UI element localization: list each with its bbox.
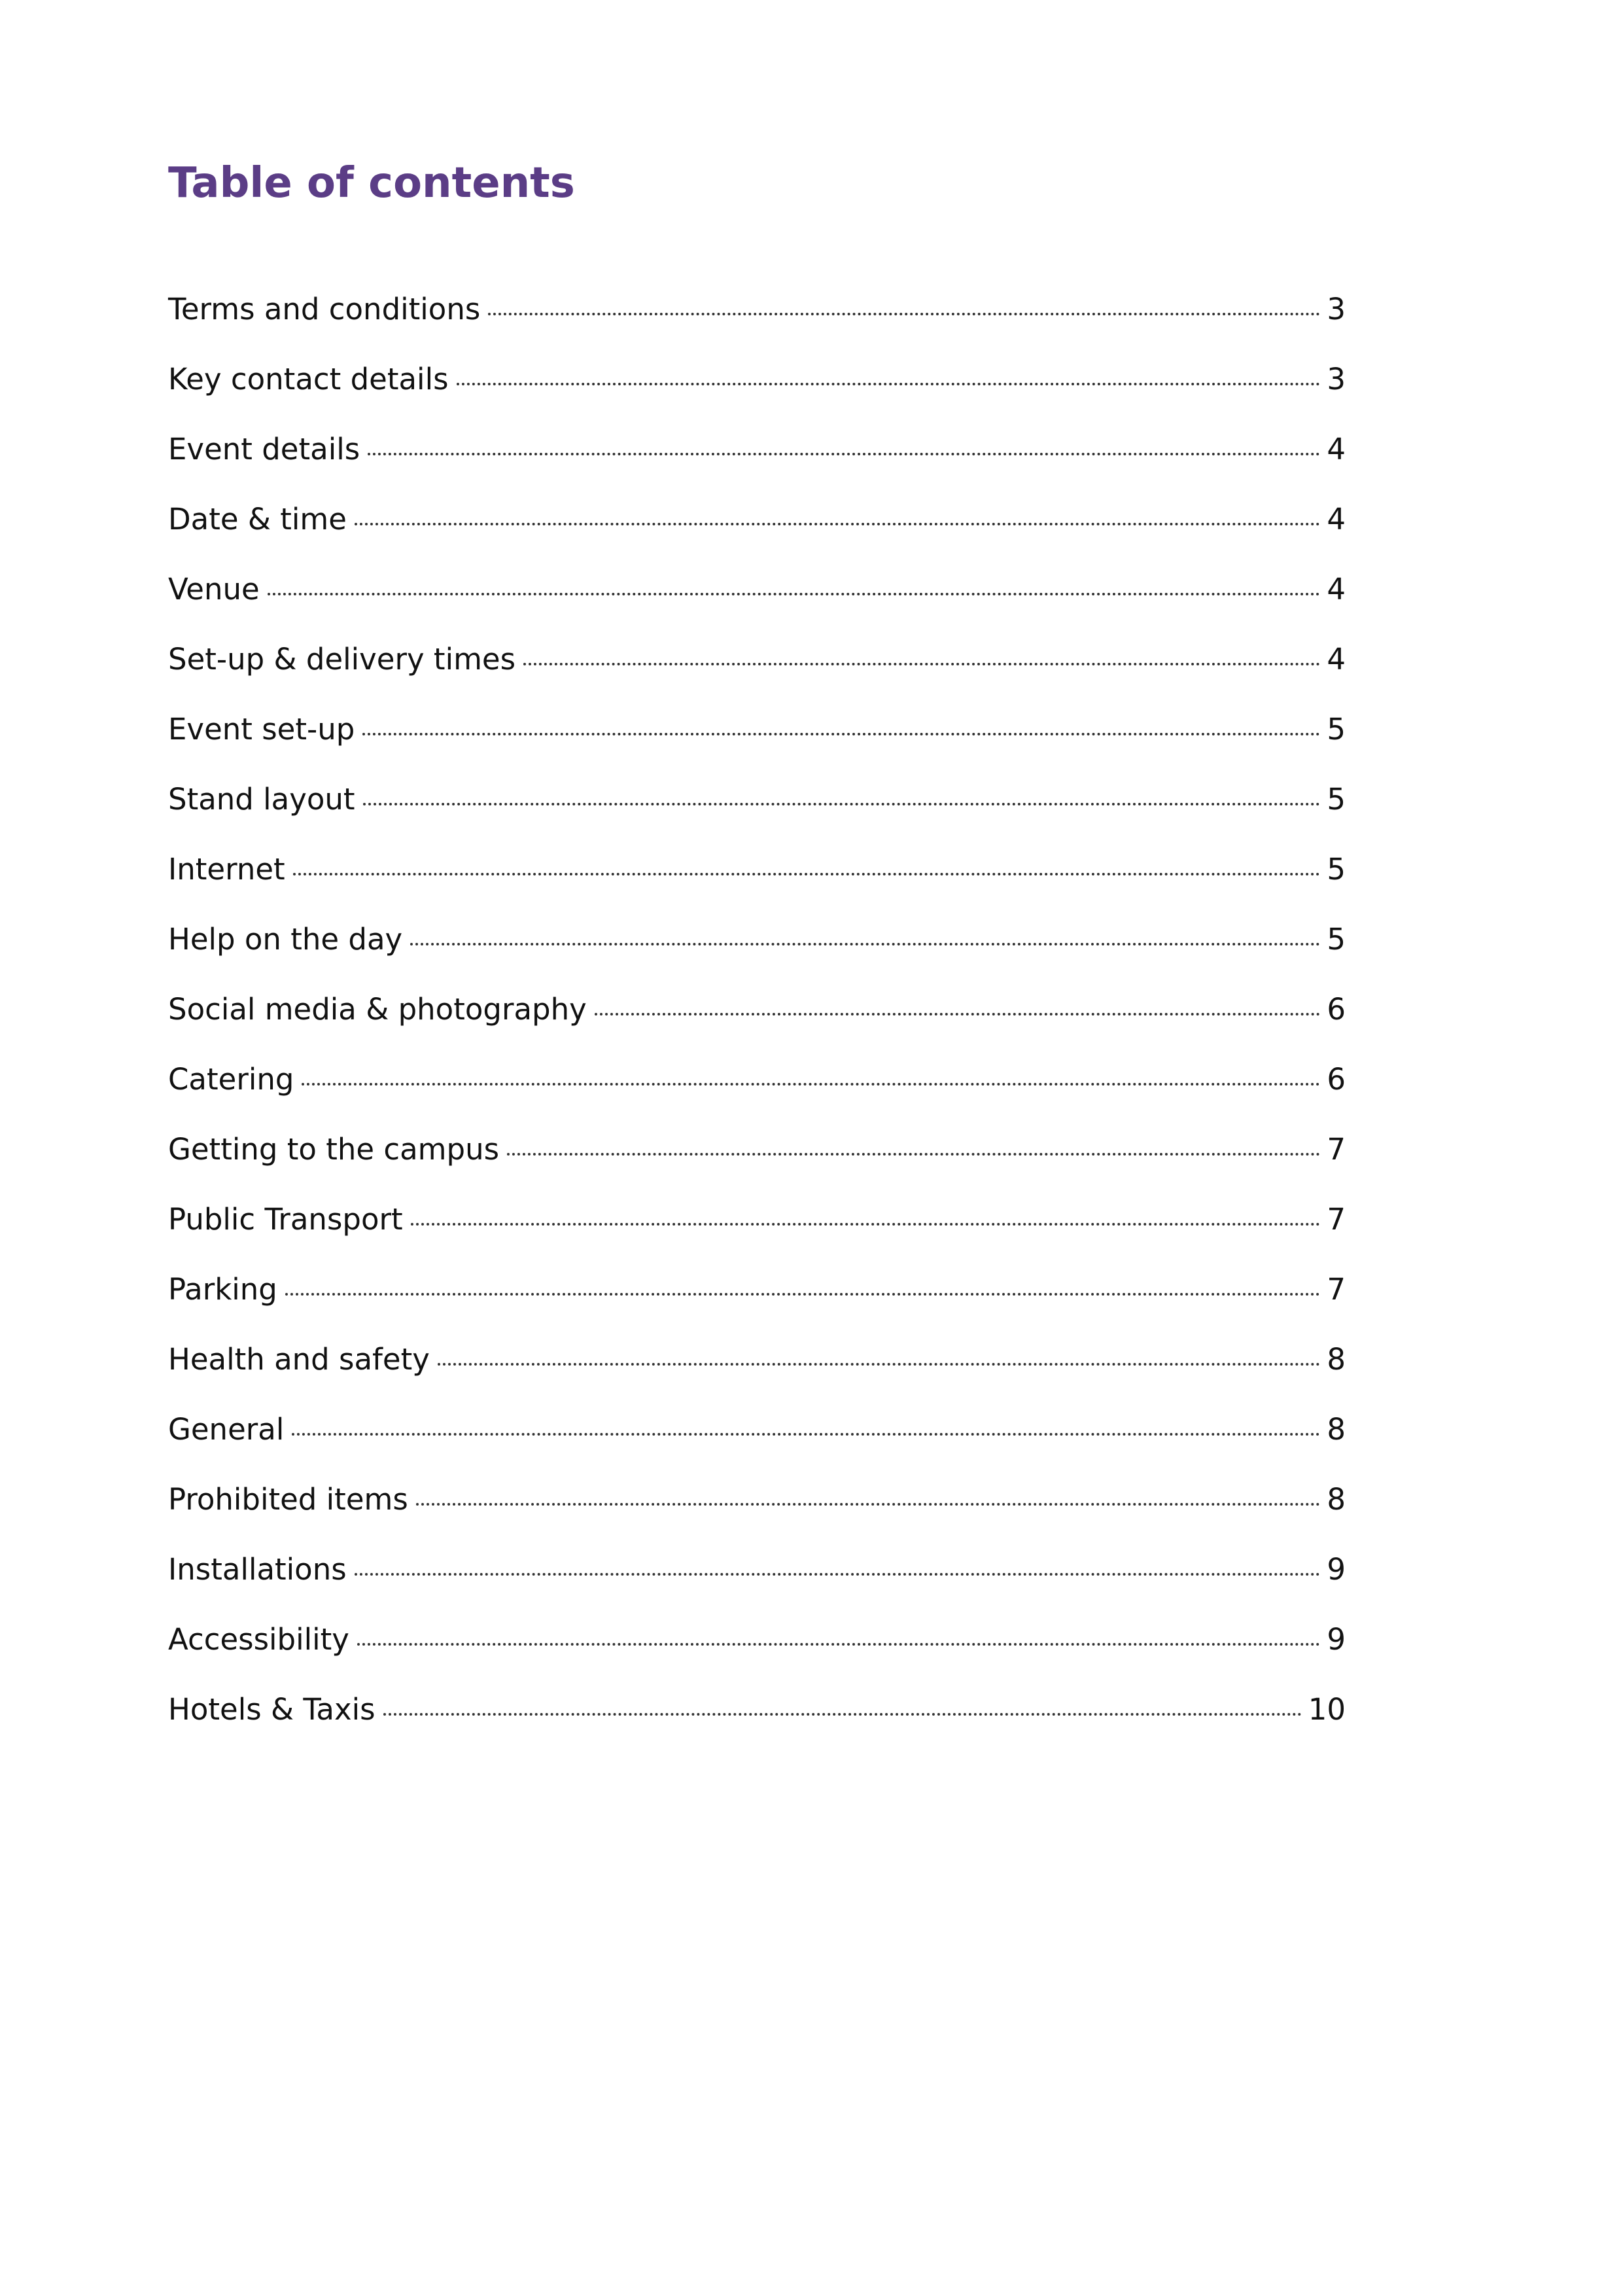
toc-entry-label: Getting to the campus (168, 1132, 500, 1167)
toc-dot-leader (410, 943, 1320, 945)
toc-entry[interactable] (168, 1622, 1346, 1692)
toc-entry-page: 3 (1327, 362, 1346, 397)
toc-entry-page: 4 (1327, 502, 1346, 537)
toc-entry-page: 8 (1327, 1342, 1346, 1377)
toc-entry[interactable] (168, 1692, 1346, 1762)
toc-entry[interactable] (168, 1482, 1346, 1552)
toc-entry-label: Key contact details (168, 362, 449, 397)
toc-entry[interactable] (168, 712, 1346, 782)
toc-entry-label: Catering (168, 1062, 294, 1097)
toc-entry-label: General (168, 1412, 285, 1447)
toc-entry-page: 8 (1327, 1412, 1346, 1447)
toc-entry[interactable] (168, 1062, 1346, 1132)
toc-entry[interactable] (168, 1272, 1346, 1342)
toc-dot-leader (355, 1573, 1321, 1576)
toc-dot-leader (285, 1293, 1321, 1296)
toc-entry-label: Prohibited items (168, 1482, 408, 1517)
toc-entry-page: 7 (1327, 1202, 1346, 1237)
toc-entry-label: Help on the day (168, 922, 403, 957)
toc-dot-leader (595, 1013, 1321, 1016)
toc-entry-label: Hotels & Taxis (168, 1692, 375, 1727)
toc-entry[interactable] (168, 432, 1346, 502)
toc-entry-page: 8 (1327, 1482, 1346, 1517)
toc-entry-page: 5 (1327, 922, 1346, 957)
toc-entry[interactable] (168, 852, 1346, 922)
toc-entry-page: 7 (1327, 1272, 1346, 1307)
toc-entry[interactable] (168, 992, 1346, 1062)
toc-entry-label: Parking (168, 1272, 277, 1307)
toc-dot-leader (507, 1153, 1320, 1156)
toc-dot-leader (368, 453, 1320, 455)
toc-dot-leader (457, 383, 1321, 385)
toc-dot-leader (363, 803, 1321, 805)
toc-dot-leader (523, 663, 1320, 665)
toc-entry[interactable] (168, 922, 1346, 992)
toc-entry[interactable] (168, 1552, 1346, 1622)
page-title: Table of contents (168, 159, 575, 207)
toc-entry[interactable] (168, 502, 1346, 572)
toc-entry-label: Accessibility (168, 1622, 349, 1657)
toc-entry-page: 5 (1327, 712, 1346, 747)
toc-dot-leader (292, 1433, 1320, 1436)
toc-entry-label: Event set-up (168, 712, 355, 747)
toc-entry[interactable] (168, 1342, 1346, 1412)
toc-dot-leader (488, 313, 1320, 315)
toc-entry[interactable] (168, 362, 1346, 432)
toc-entry-page: 10 (1308, 1692, 1346, 1727)
toc-dot-leader (268, 593, 1321, 595)
toc-entry-label: Event details (168, 432, 360, 467)
toc-entry-page: 7 (1327, 1132, 1346, 1167)
toc-entry[interactable] (168, 1132, 1346, 1202)
toc-entry-page: 6 (1327, 1062, 1346, 1097)
toc-entry-page: 9 (1327, 1622, 1346, 1657)
toc-entry[interactable] (168, 1202, 1346, 1272)
toc-entry-page: 4 (1327, 572, 1346, 607)
toc-entry-label: Set-up & delivery times (168, 642, 516, 677)
toc-entry[interactable] (168, 572, 1346, 642)
toc-entry[interactable] (168, 782, 1346, 852)
toc-dot-leader (302, 1083, 1320, 1086)
toc-entry-page: 9 (1327, 1552, 1346, 1587)
toc-dot-leader (383, 1713, 1302, 1716)
toc-dot-leader (438, 1363, 1321, 1366)
toc-entry[interactable] (168, 642, 1346, 712)
toc-entry-page: 6 (1327, 992, 1346, 1027)
toc-dot-leader (411, 1223, 1321, 1226)
toc-entry-label: Social media & photography (168, 992, 587, 1027)
toc-entry-label: Internet (168, 852, 285, 887)
toc-entry[interactable] (168, 1412, 1346, 1482)
toc-entry[interactable] (168, 292, 1346, 362)
toc-dot-leader (293, 873, 1321, 875)
toc-dot-leader (357, 1643, 1320, 1646)
toc-dot-leader (355, 523, 1320, 525)
toc-entry-label: Terms and conditions (168, 292, 481, 327)
toc-entry-page: 5 (1327, 782, 1346, 817)
toc-entry-label: Date & time (168, 502, 347, 537)
toc-dot-leader (362, 733, 1320, 735)
toc-entry-page: 4 (1327, 432, 1346, 467)
toc-entry-label: Installations (168, 1552, 347, 1587)
toc-dot-leader (416, 1503, 1321, 1506)
toc-entry-page: 3 (1327, 292, 1346, 327)
toc-entry-label: Stand layout (168, 782, 355, 817)
toc-entry-label: Venue (168, 572, 260, 607)
toc-entry-page: 4 (1327, 642, 1346, 677)
toc-entry-page: 5 (1327, 852, 1346, 887)
toc-entry-label: Public Transport (168, 1202, 403, 1237)
toc-list (168, 292, 1346, 1762)
toc-entry-label: Health and safety (168, 1342, 430, 1377)
